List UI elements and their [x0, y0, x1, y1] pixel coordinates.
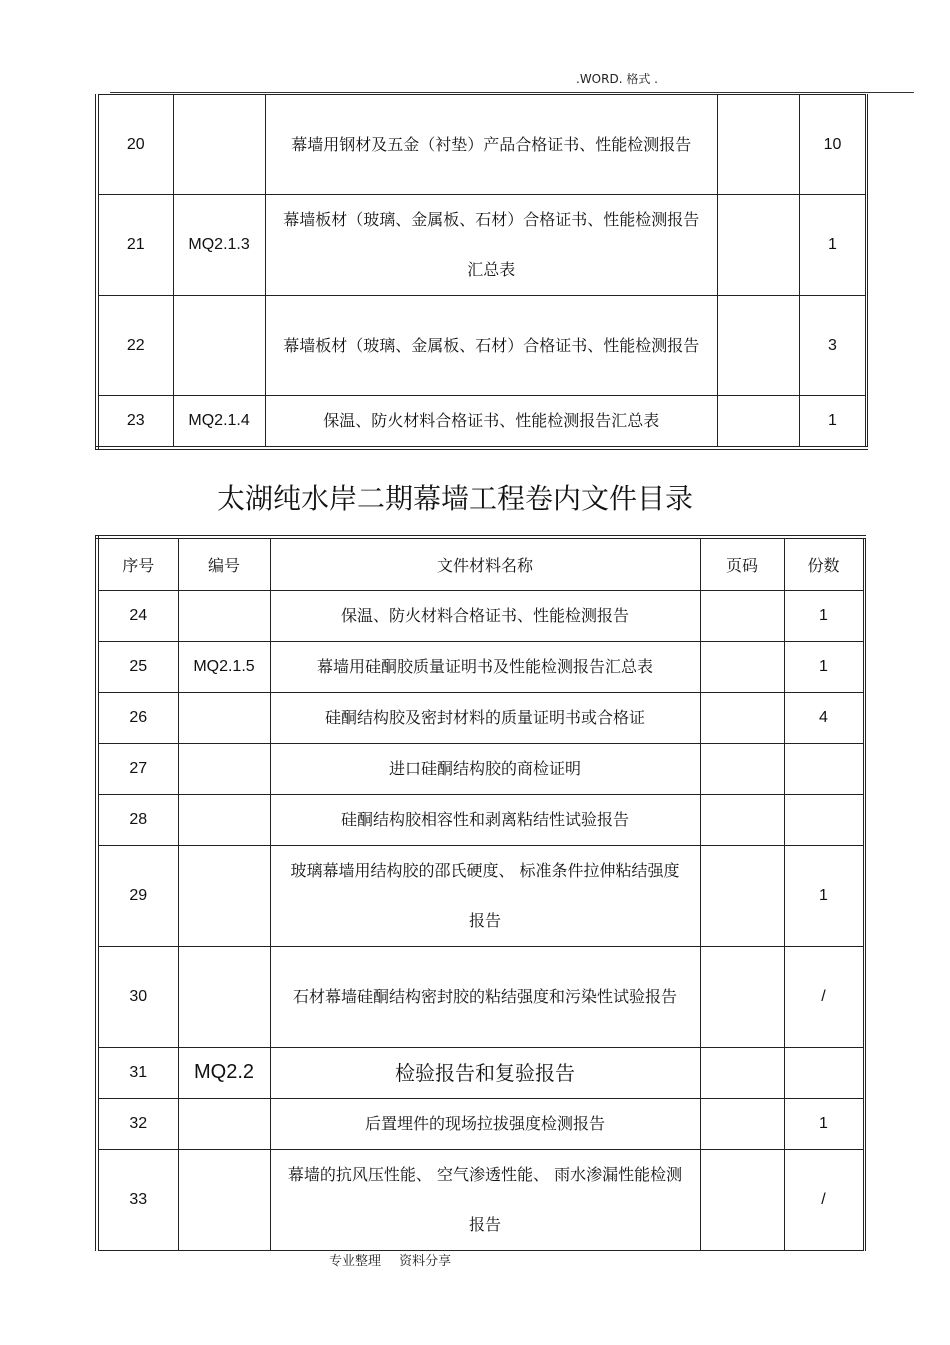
row-copies: / [784, 946, 864, 1047]
row-copies: 1 [799, 396, 866, 449]
row-seq: 26 [97, 692, 178, 743]
row-page [700, 845, 784, 946]
header-page: 页码 [700, 537, 784, 590]
row-page [700, 590, 784, 641]
page-header-text: .WORD. 格式 . [576, 72, 658, 86]
table-header-row [97, 537, 864, 590]
row-page [700, 692, 784, 743]
page-footer-text: 专业整理 资料分享 [329, 1254, 452, 1269]
row-seq: 22 [97, 296, 173, 396]
table-row [97, 590, 864, 641]
table-row [97, 641, 864, 692]
row-copies [784, 794, 864, 845]
row-page [700, 641, 784, 692]
row-seq: 23 [97, 396, 173, 449]
row-name: 石材幕墙硅酮结构密封胶的粘结强度和污染性试验报告 [270, 946, 700, 1047]
row-code: MQ2.1.4 [173, 396, 265, 449]
table-row [97, 95, 867, 195]
row-code [178, 794, 270, 845]
row-copies: 1 [784, 641, 864, 692]
header-name: 文件材料名称 [270, 537, 700, 590]
row-code [178, 1149, 270, 1250]
row-name: 幕墙板材（玻璃、金属板、石材）合格证书、性能检测报告汇总表 [265, 195, 717, 296]
row-copies: 1 [784, 845, 864, 946]
row-name: 检验报告和复验报告 [270, 1047, 700, 1098]
table-row [97, 1098, 864, 1149]
row-name: 幕墙用硅酮胶质量证明书及性能检测报告汇总表 [270, 641, 700, 692]
header-code: 编号 [178, 537, 270, 590]
table-row [97, 845, 864, 946]
row-seq: 30 [97, 946, 178, 1047]
row-name: 幕墙的抗风压性能、 空气渗透性能、 雨水渗漏性能检测报告 [270, 1149, 700, 1250]
row-seq: 25 [97, 641, 178, 692]
row-code: MQ2.1.3 [173, 195, 265, 296]
table-row [97, 743, 864, 794]
row-seq: 32 [97, 1098, 178, 1149]
row-page [700, 794, 784, 845]
row-copies [784, 1047, 864, 1098]
row-seq: 28 [97, 794, 178, 845]
row-seq: 27 [97, 743, 178, 794]
row-copies: 4 [784, 692, 864, 743]
row-code [178, 590, 270, 641]
row-seq: 33 [97, 1149, 178, 1250]
row-copies: 1 [784, 1098, 864, 1149]
row-page [700, 1098, 784, 1149]
table-row [97, 794, 864, 845]
header-rule [110, 92, 914, 93]
header-copies: 份数 [784, 537, 864, 590]
row-code [178, 1098, 270, 1149]
row-code: MQ2.1.5 [178, 641, 270, 692]
row-code [173, 296, 265, 396]
row-name: 幕墙用钢材及五金（衬垫）产品合格证书、性能检测报告 [265, 95, 717, 195]
row-code [173, 95, 265, 195]
row-page [717, 195, 799, 296]
row-seq: 24 [97, 590, 178, 641]
row-copies: 1 [799, 195, 866, 296]
row-copies: / [784, 1149, 864, 1250]
row-page [700, 1047, 784, 1098]
table-row [97, 195, 867, 296]
table-row [97, 692, 864, 743]
top-catalog-table [95, 94, 868, 450]
header-seq: 序号 [97, 537, 178, 590]
row-code: MQ2.2 [178, 1047, 270, 1098]
row-seq: 29 [97, 845, 178, 946]
row-seq: 21 [97, 195, 173, 296]
row-page [700, 743, 784, 794]
row-page [700, 1149, 784, 1250]
row-copies: 1 [784, 590, 864, 641]
row-copies: 10 [799, 95, 866, 195]
row-page [717, 396, 799, 449]
row-name: 进口硅酮结构胶的商检证明 [270, 743, 700, 794]
main-catalog-table [95, 535, 866, 1251]
row-code [178, 845, 270, 946]
row-copies [784, 743, 864, 794]
row-page [700, 946, 784, 1047]
table-row [97, 946, 864, 1047]
row-code [178, 946, 270, 1047]
row-page [717, 95, 799, 195]
row-name: 硅酮结构胶及密封材料的质量证明书或合格证 [270, 692, 700, 743]
table-row [97, 396, 867, 449]
row-seq: 31 [97, 1047, 178, 1098]
table-row [97, 296, 867, 396]
row-page [717, 296, 799, 396]
row-copies: 3 [799, 296, 866, 396]
row-name: 幕墙板材（玻璃、金属板、石材）合格证书、性能检测报告 [265, 296, 717, 396]
row-name: 后置埋件的现场拉拔强度检测报告 [270, 1098, 700, 1149]
row-name: 玻璃幕墙用结构胶的邵氏硬度、 标准条件拉伸粘结强度报告 [270, 845, 700, 946]
row-seq: 20 [97, 95, 173, 195]
document-title: 太湖纯水岸二期幕墙工程卷内文件目录 [216, 482, 693, 515]
row-code [178, 692, 270, 743]
row-name: 硅酮结构胶相容性和剥离粘结性试验报告 [270, 794, 700, 845]
table-row [97, 1149, 864, 1250]
row-name: 保温、防火材料合格证书、性能检测报告汇总表 [265, 396, 717, 449]
table-row [97, 1047, 864, 1098]
row-name: 保温、防火材料合格证书、性能检测报告 [270, 590, 700, 641]
row-code [178, 743, 270, 794]
